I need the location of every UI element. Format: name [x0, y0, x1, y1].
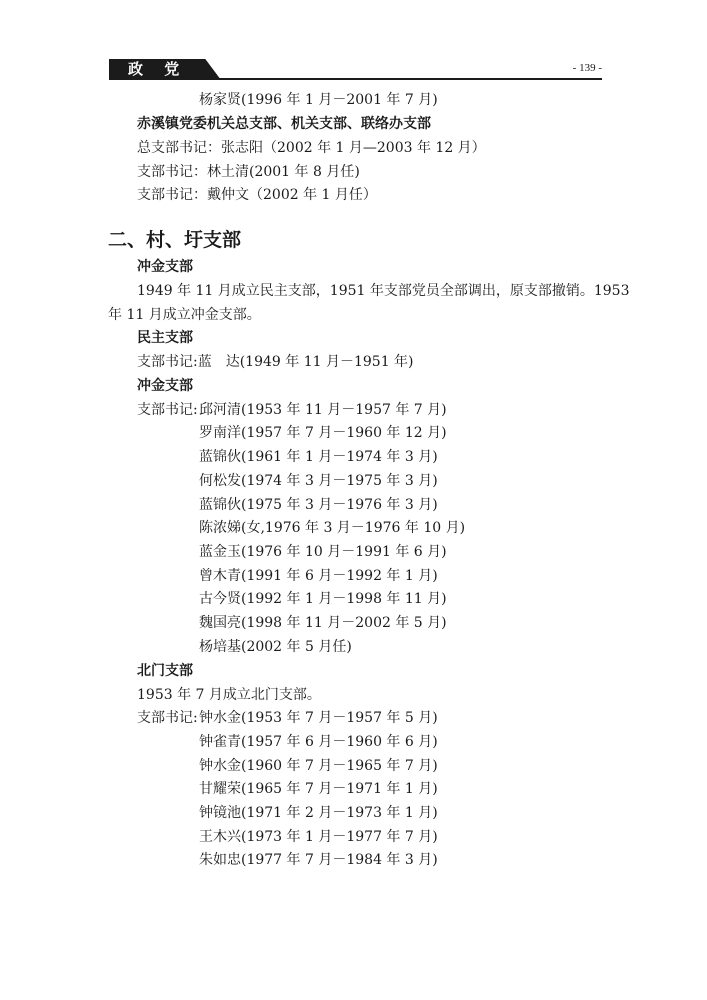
- header-rule: [109, 78, 602, 80]
- chongjin-secretary-entry: 蓝金玉(1976 年 10 月－1991 年 6 月): [199, 544, 447, 560]
- secretary-line-dai: 支部书记：戴仲文（2002 年 1 月任）: [137, 187, 377, 203]
- chongjin-paragraph-line2: 年 11 月成立冲金支部。: [108, 307, 261, 323]
- beimen-intro-line: 1953 年 7 月成立北门支部。: [137, 687, 321, 703]
- running-header-title: 政 党: [128, 60, 188, 78]
- continued-secretary-line: 杨家贤(1996 年 1 月－2001 年 7 月): [199, 92, 438, 108]
- chongjin-secretary-entry: 蓝锦伙(1961 年 1 月－1974 年 3 月): [199, 449, 438, 465]
- unit-heading-minzhu: 民主支部: [137, 330, 193, 346]
- unit-heading-chongjin: 冲金支部: [137, 378, 193, 394]
- chongjin-paragraph-line1: 1949 年 11 月成立民主支部，1951 年支部党员全部调出，原支部撤销。1953: [137, 283, 630, 299]
- beimen-secretary-entry: 朱如忠(1977 年 7 月－1984 年 3 月): [199, 852, 438, 868]
- unit-heading-jiguan: 赤溪镇党委机关总支部、机关支部、联络办支部: [137, 116, 431, 132]
- page-number: - 139 -: [572, 62, 602, 74]
- beimen-secretary-label: 支部书记:: [137, 710, 198, 726]
- chongjin-secretary-entry: 古今贤(1992 年 1 月－1998 年 11 月): [199, 591, 447, 607]
- chongjin-secretary-entry: 邱河清(1953 年 11 月－1957 年 7 月): [199, 402, 447, 418]
- chongjin-secretary-entry: 蓝锦伙(1975 年 3 月－1976 年 3 月): [199, 497, 438, 513]
- beimen-secretary-entry: 钟镜池(1971 年 2 月－1973 年 1 月): [199, 805, 438, 821]
- secretary-line-lin: 支部书记：林土清(2001 年 8 月任): [137, 164, 360, 180]
- beimen-secretary-entry: 钟水金(1953 年 7 月－1957 年 5 月): [199, 710, 438, 726]
- chongjin-secretary-entry: 陈浓娣(女,1976 年 3 月－1976 年 10 月): [199, 520, 466, 536]
- beimen-secretary-entry: 王木兴(1973 年 1 月－1977 年 7 月): [199, 829, 438, 845]
- chongjin-secretary-label: 支部书记:: [137, 402, 198, 418]
- chongjin-secretary-entry: 罗南洋(1957 年 7 月－1960 年 12 月): [199, 425, 447, 441]
- minzhu-secretary-line: 支部书记:蓝 达(1949 年 11 月－1951 年): [137, 354, 414, 370]
- chongjin-secretary-entry: 何松发(1974 年 3 月－1975 年 3 月): [199, 473, 438, 489]
- chongjin-secretary-entry: 魏国亮(1998 年 11 月－2002 年 5 月): [199, 615, 447, 631]
- chongjin-secretary-entry: 曾木青(1991 年 6 月－1992 年 1 月): [199, 568, 438, 584]
- section-heading-village-branches: 二、村、圩支部: [108, 229, 242, 251]
- unit-heading-chongjin-intro: 冲金支部: [137, 259, 193, 275]
- general-secretary-line: 总支部书记：张志阳（2002 年 1 月—2003 年 12 月）: [137, 140, 486, 156]
- beimen-secretary-entry: 钟雀青(1957 年 6 月－1960 年 6 月): [199, 734, 438, 750]
- beimen-secretary-entry: 甘耀荣(1965 年 7 月－1971 年 1 月): [199, 781, 438, 797]
- unit-heading-beimen: 北门支部: [137, 663, 193, 679]
- chongjin-secretary-entry: 杨培基(2002 年 5 月任): [199, 639, 352, 655]
- beimen-secretary-entry: 钟水金(1960 年 7 月－1965 年 7 月): [199, 758, 438, 774]
